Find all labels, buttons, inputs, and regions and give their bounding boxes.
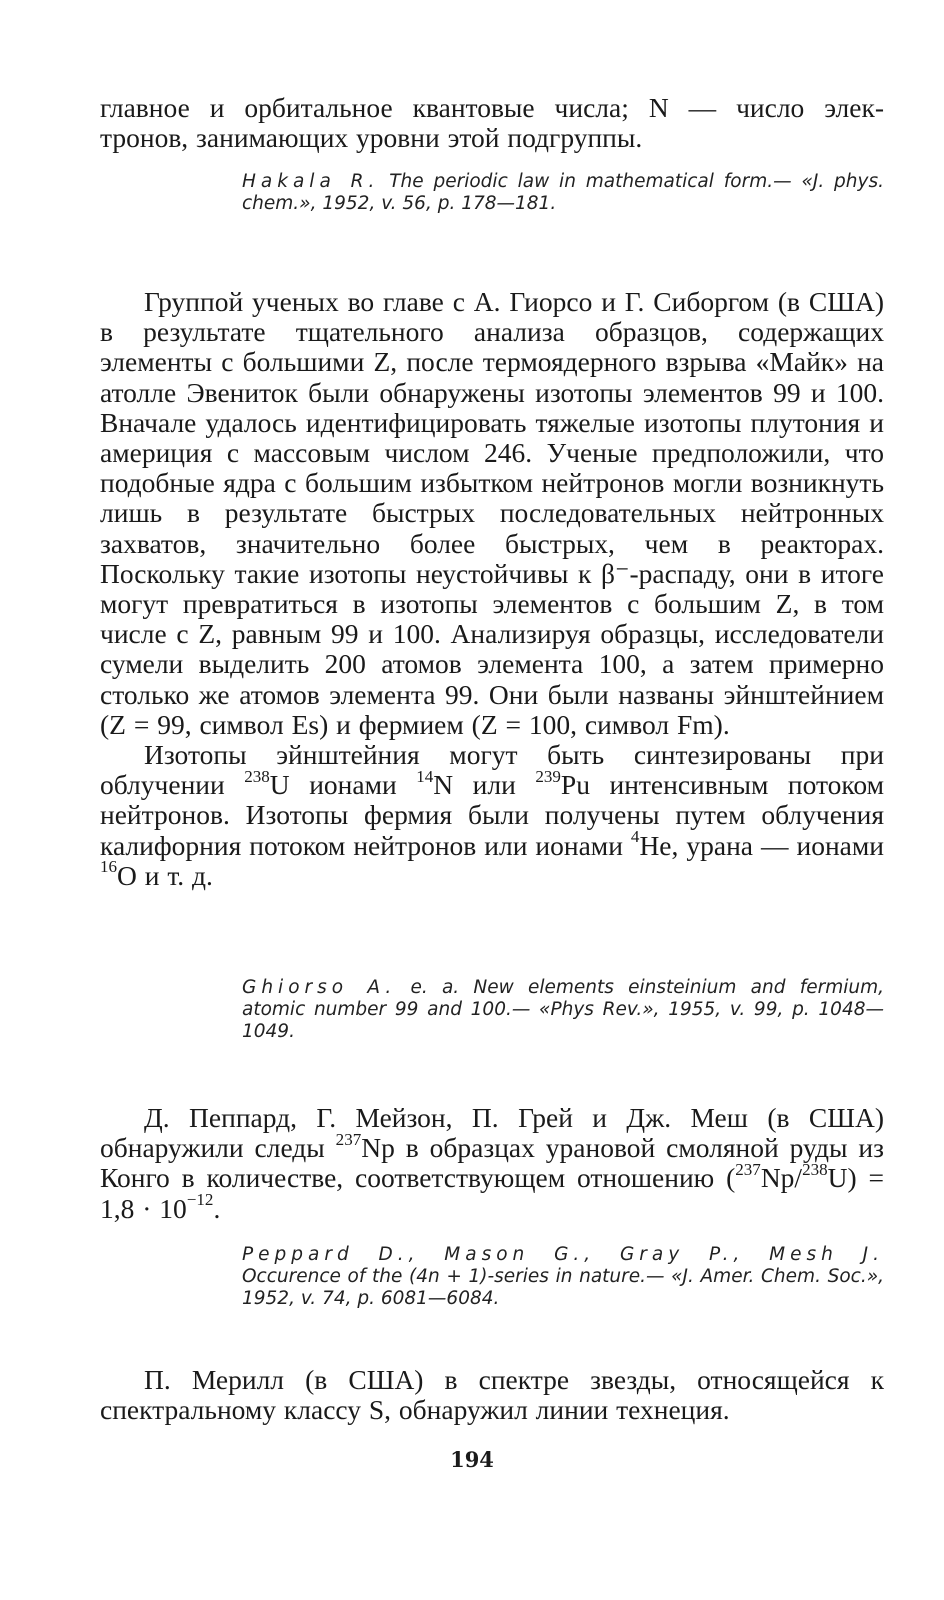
- text-line: тронов, занимающих уровни этой подгруппы.: [100, 122, 643, 154]
- paragraph: [100, 1103, 884, 1224]
- text-run: He, урана — ионами: [639, 829, 884, 861]
- paragraph: П. Мерилл (в США) в спектре звезды, относящейся к спектральному классу S, обнаружил линии технеция.: [100, 1364, 884, 1426]
- continued-paragraph: [100, 93, 884, 153]
- isotope-mass: 237: [335, 1129, 362, 1149]
- reference-ghiorso: [242, 977, 884, 1043]
- text-run: Pu интенсивным потоком нейтронов. Изотопы фермия были получены путем облучения калифорния потоком нейтронов или ионами: [100, 769, 884, 861]
- reference-text: The periodic law in mathematical form.— «J. phys. chem.», 1952, v. 56, p. 178—181.: [242, 171, 884, 214]
- text-line: главное и орбитальное квантовые числа; N — число элек-: [100, 92, 884, 123]
- text-run: U ионами: [269, 769, 417, 801]
- reference-author: Peppard D., Mason G., Gray P., Mesh J.: [242, 1244, 884, 1265]
- section-technetium: [100, 1365, 884, 1425]
- paragraph: [100, 740, 884, 891]
- text-run: O и т. д.: [117, 859, 213, 891]
- isotope-mass: 239: [535, 766, 561, 786]
- reference-text: Occurence of the (4n + 1)-series in nature.— «J. Amer. Chem. Soc.», 1952, v. 74, p. 6081—6084.: [242, 1266, 884, 1309]
- text-run: Np/: [760, 1162, 803, 1194]
- isotope-mass: 237: [735, 1159, 761, 1179]
- isotope-mass: 4: [630, 826, 640, 846]
- text-run: U) = 1,8 · 10: [100, 1162, 885, 1224]
- text-run: .: [213, 1192, 221, 1224]
- reference-author: Ghiorso A.: [242, 977, 397, 998]
- text-run: Изотопы эйнштейния могут быть синтезированы при облучении: [100, 739, 884, 801]
- exponent: −12: [186, 1189, 214, 1209]
- reference-text: e. a. New elements einsteinium and fermium, atomic number 99 and 100.— «Phys Rev.», 1955, v. 99, p. 1048—1049.: [242, 977, 884, 1042]
- paragraph: Группой ученых во главе с А. Гиорсо и Г. Сиборгом (в США) в результате тщательного анализа образцов, содержащих элементы с большими Z, после термоядерного взрыва «Майк» на атолле Эвениток были обнаружены изотопы элементов 99 и 100. Вначале удалось идентифицировать тяжелые изотопы плутония и америция с массовым числом 246. Ученые предположили, что подобные ядра с большим избытком нейтронов могли возникнуть лишь в результате быстрых последовательных нейтронных захватов, значительно более быстрых, чем в реакторах. Поскольку такие изотопы неустойчивы к β⁻-распаду, они в итоге могут превратиться в изотопы элементов с большим Z, в том числе с Z, равным 99 и 100. Анализируя образцы, исследователи сумели выделить 200 атомов элемента 100, а затем примерно столько же атомов элемента 99. Они были названы эйнштейнием (Z = 99, символ Es) и фермием (Z = 100, символ Fm).: [100, 286, 884, 740]
- reference-peppard: [242, 1244, 884, 1310]
- reference-author: Hakala R.: [242, 171, 380, 192]
- reference-hakala: [242, 171, 884, 215]
- section-einsteinium-fermium: [100, 287, 884, 891]
- text-run: Np в образцах урановой смоляной руды из Конго в количестве, соответствующем отношению (: [100, 1132, 884, 1194]
- text-run: N или: [433, 769, 536, 801]
- isotope-mass: 14: [416, 766, 434, 786]
- page-number: 194: [450, 1447, 494, 1472]
- isotope-mass: 238: [802, 1159, 828, 1179]
- isotope-mass: 16: [100, 857, 118, 877]
- isotope-mass: 238: [244, 766, 270, 786]
- section-neptunium: [100, 1103, 884, 1224]
- text-run: Д. Пеппард, Г. Мейзон, П. Грей и Дж. Меш (в США) обнаружили следы: [100, 1102, 884, 1164]
